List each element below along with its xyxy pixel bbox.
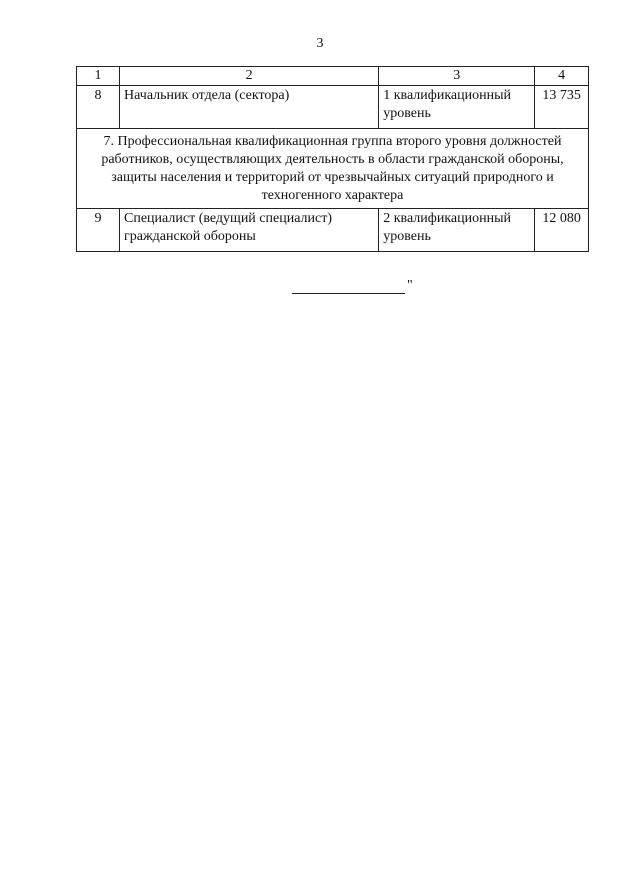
table-row: [77, 209, 589, 252]
table-header-cell: 2: [120, 67, 379, 86]
group-heading-row: [77, 129, 589, 209]
qualification-level: 2 квалификационный уровень: [379, 209, 535, 252]
group-heading: 7. Профессиональная квалификационная группа второго уровня должностей работников, осуществляющих деятельность в области гражданской обороны, защиты населения и территорий от чрезвычайных ситуаций природного и техногенного характера: [77, 129, 589, 209]
positions-table: [76, 66, 589, 252]
position-title: Начальник отдела (сектора): [120, 86, 379, 129]
salary-value: 12 080: [535, 209, 589, 252]
closing-underline: [292, 279, 405, 294]
position-title: Специалист (ведущий специалист) гражданской обороны: [120, 209, 379, 252]
page-number: 3: [316, 36, 324, 51]
table-header-cell: 4: [535, 67, 589, 86]
table-header-cell: 3: [379, 67, 535, 86]
qualification-level: 1 квалификационный уровень: [379, 86, 535, 129]
row-number: 9: [77, 209, 120, 252]
table-header-cell: 1: [77, 67, 120, 86]
closing-quote: ": [407, 278, 413, 293]
table-header-row: [77, 67, 589, 86]
closing-mark: [292, 278, 413, 294]
table-row: [77, 86, 589, 129]
row-number: 8: [77, 86, 120, 129]
salary-value: 13 735: [535, 86, 589, 129]
